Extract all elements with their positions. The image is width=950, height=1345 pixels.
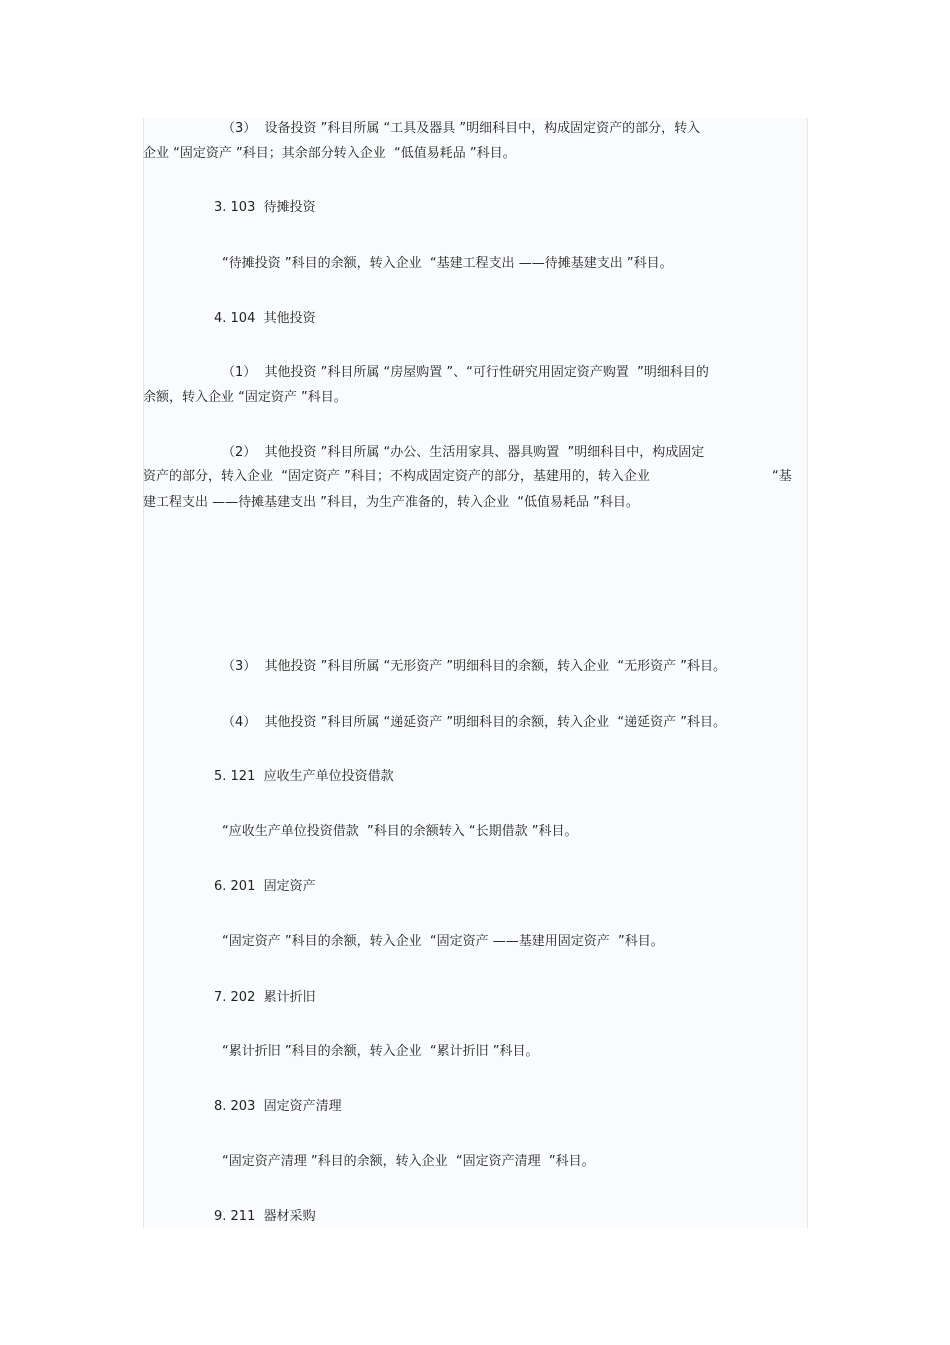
section-heading: 6. 201 固定资产 (214, 879, 316, 894)
paragraph-line: （2） 其他投资 ”科目所属 “办公、生活用家具、器具购置 ”明细科目中，构成固定 (222, 445, 705, 460)
paragraph-line: “基 (772, 469, 792, 484)
paragraph-line: “累计折旧 ”科目的余额，转入企业 “累计折旧 ”科目。 (222, 1044, 539, 1059)
paragraph-line: （3） 其他投资 ”科目所属 “无形资产 ”明细科目的余额，转入企业 “无形资产 ”科目。 (222, 659, 727, 674)
section-heading: 7. 202 累计折旧 (214, 990, 316, 1005)
section-heading: 5. 121 应收生产单位投资借款 (214, 769, 394, 784)
paragraph-line: 建工程支出 ——待摊基建支出 ”科目，为生产准备的，转入企业 “低值易耗品 ”科目。 (143, 495, 639, 510)
section-heading: 9. 211 器材采购 (214, 1209, 316, 1224)
paragraph-line: （4） 其他投资 ”科目所属 “递延资产 ”明细科目的余额，转入企业 “递延资产 ”科目。 (222, 715, 727, 730)
paragraph-line: 企业 “固定资产 ”科目；其余部分转入企业 “低值易耗品 ”科目。 (143, 146, 516, 161)
section-heading: 3. 103 待摊投资 (214, 200, 316, 215)
paragraph-line: “固定资产 ”科目的余额，转入企业 “固定资产 ——基建用固定资产 ”科目。 (222, 934, 664, 949)
section-heading: 8. 203 固定资产清理 (214, 1099, 342, 1114)
paragraph-line: 资产的部分，转入企业 “固定资产 ”科目；不构成固定资产的部分，基建用的，转入企业 (143, 469, 650, 484)
paragraph-line: （1） 其他投资 ”科目所属 “房屋购置 ”、“可行性研究用固定资产购置 ”明细科目的 (222, 365, 709, 380)
paragraph-line: “待摊投资 ”科目的余额，转入企业 “基建工程支出 ——待摊基建支出 ”科目。 (222, 256, 673, 271)
paragraph-line: “固定资产清理 ”科目的余额，转入企业 “固定资产清理 ”科目。 (222, 1154, 595, 1169)
paragraph-line: “应收生产单位投资借款 ”科目的余额转入 “长期借款 ”科目。 (222, 824, 578, 839)
paragraph-line: 余额，转入企业 “固定资产 ”科目。 (143, 390, 347, 405)
section-heading: 4. 104 其他投资 (214, 311, 316, 326)
paragraph-line: （3） 设备投资 ”科目所属 “工具及器具 ”明细科目中，构成固定资产的部分，转入 (222, 121, 701, 136)
